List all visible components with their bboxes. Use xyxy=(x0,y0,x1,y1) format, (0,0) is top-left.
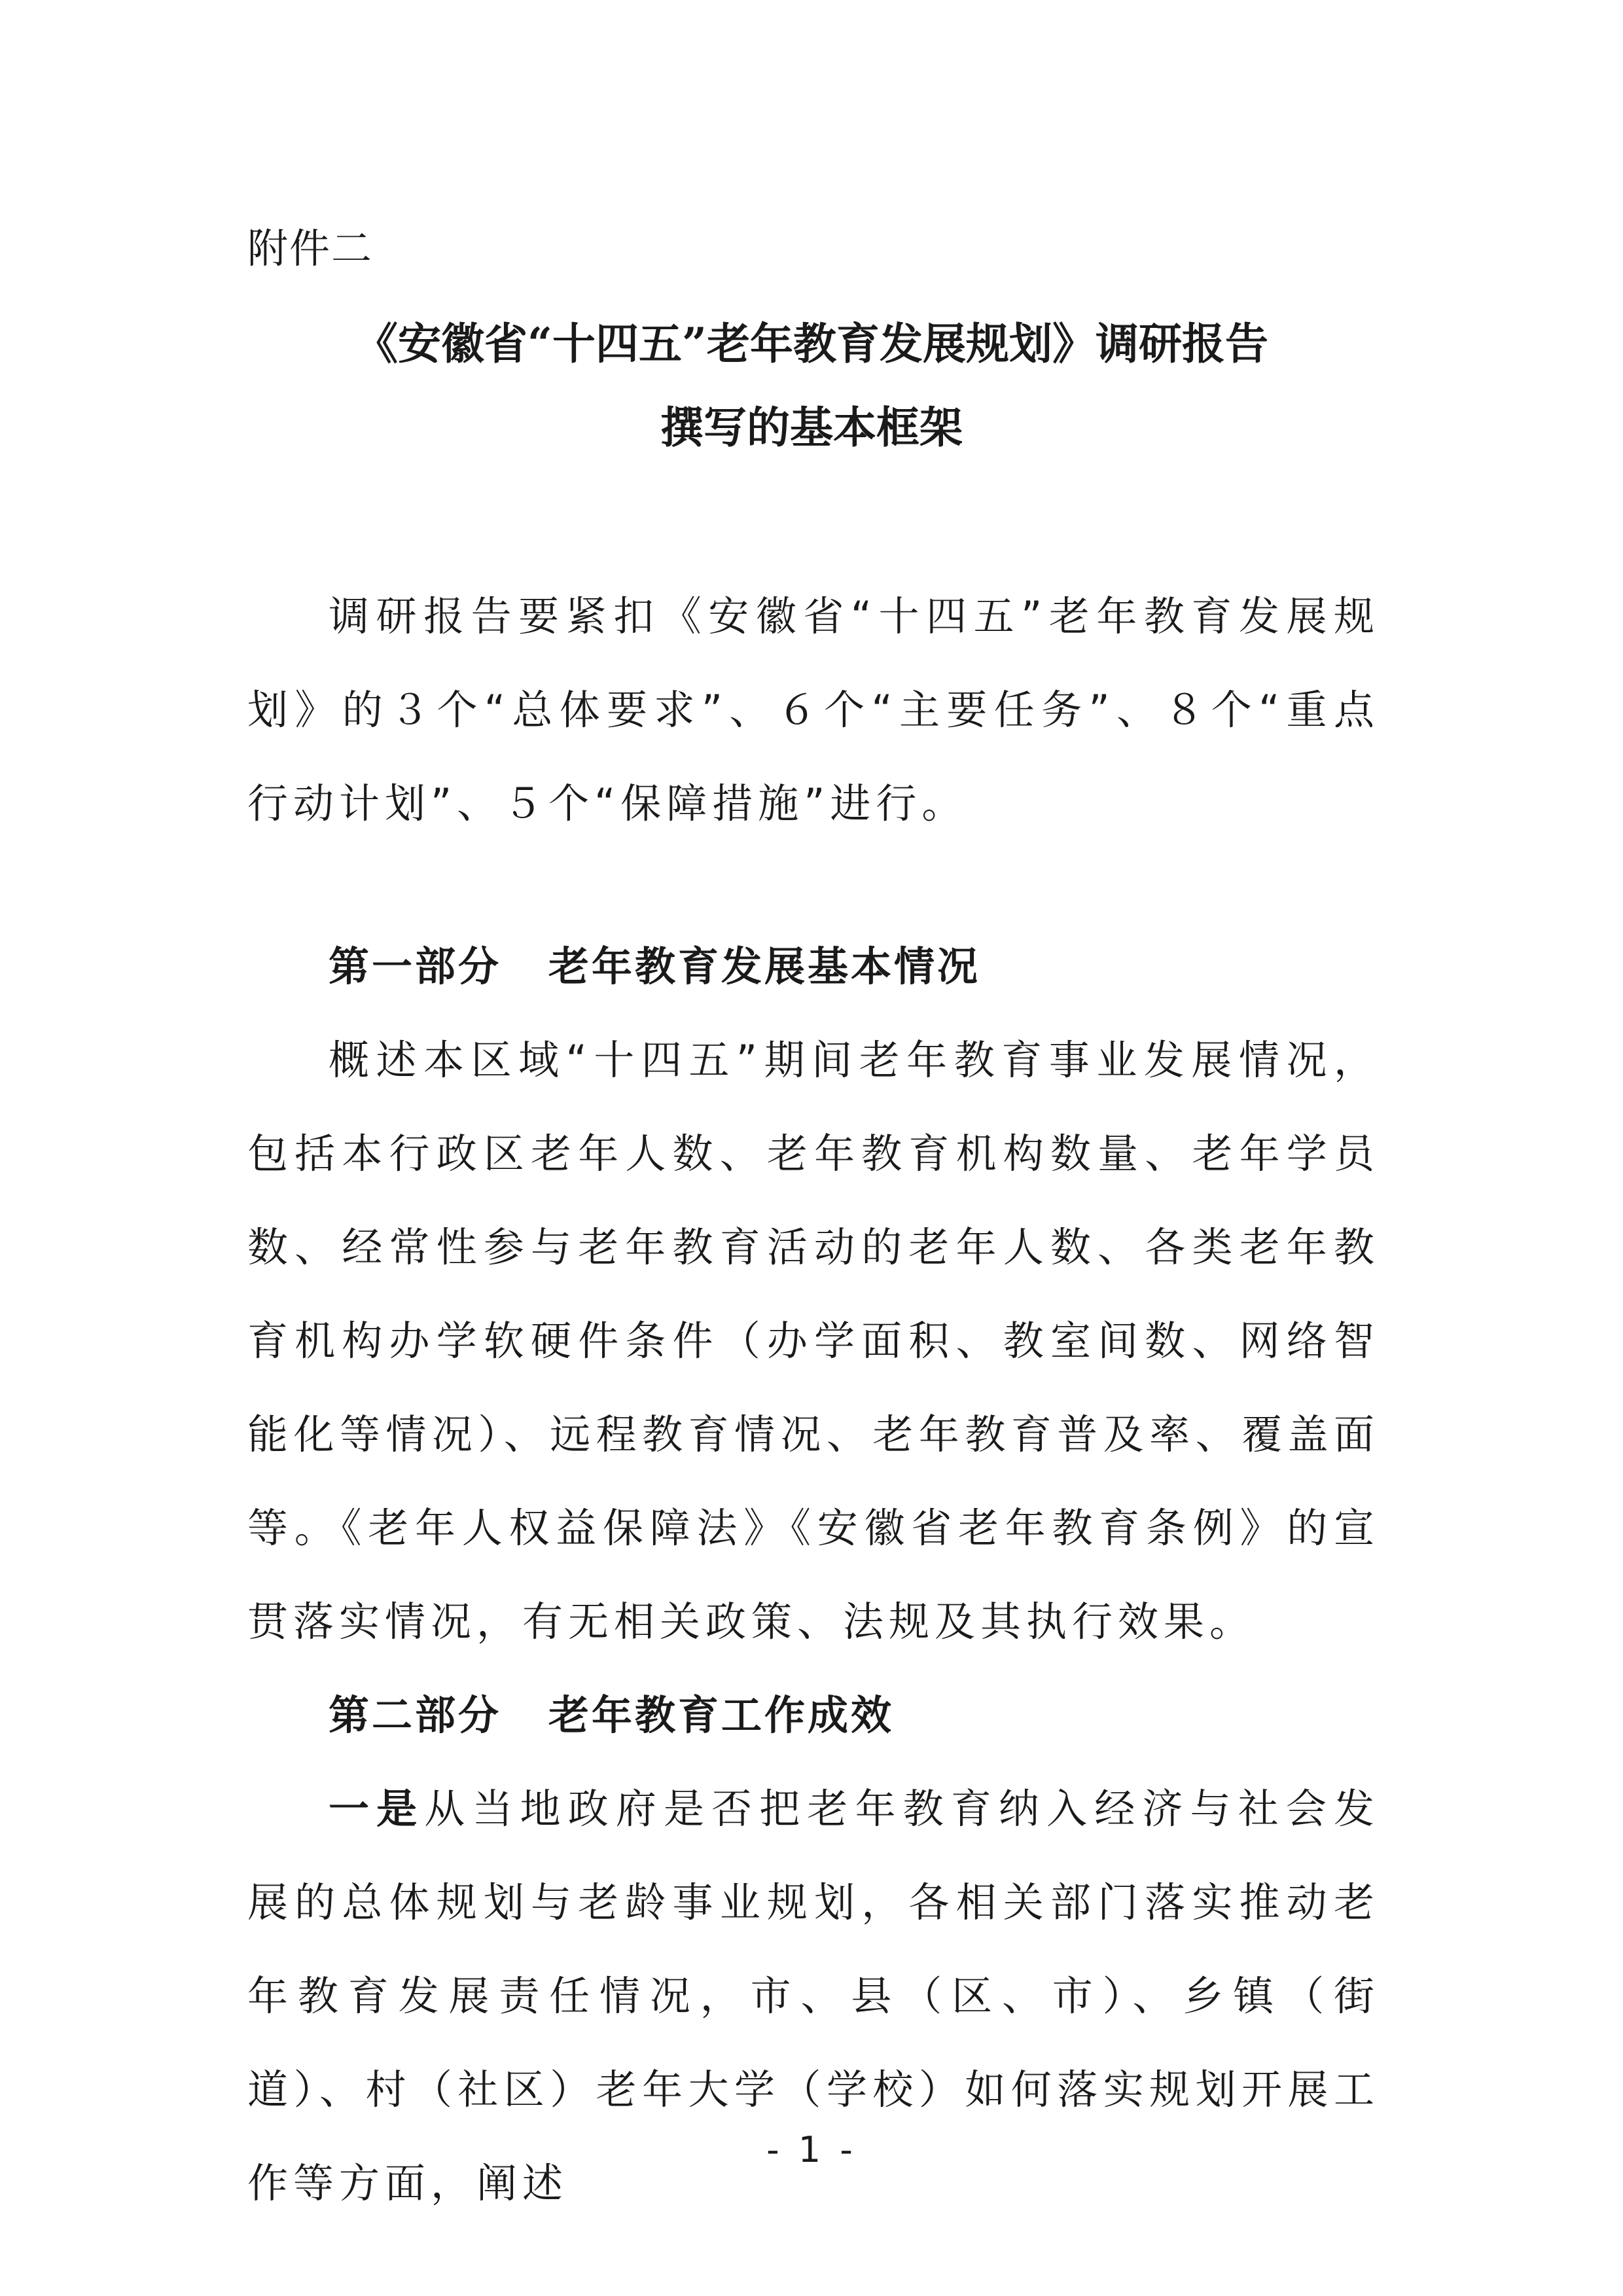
part1-paragraph: 概述本区域“十四五”期间老年教育事业发展情况，包括本行政区老年人数、老年教育机构数量、老年学员数、经常性参与老年教育活动的老年人数、各类老年教育机构办学软硬件条件（办学面积、教室间数、网络智能化等情况）、远程教育情况、老年教育普及率、覆盖面等。《老年人权益保障法》《安徽省老年教育条例》的宣贯落实情况，有无相关政策、法规及其执行效果。 xyxy=(247,1036,1380,1645)
part2-title: 老年教育工作成效 xyxy=(548,1691,895,1739)
part1-label: 第一部分 xyxy=(329,942,502,990)
part2-body: 从当地政府是否把老年教育纳入经济与社会发展的总体规划与老龄事业规划，各相关部门落实推动老年教育发展责任情况，市、县（区、市）、乡镇（街道）、村（社区）老年大学（学校）如何落实规划开展工作等方面，阐述 xyxy=(247,1785,1380,2207)
document-title-line-2: 撰写的基本框架 xyxy=(660,402,963,453)
annex-label: 附件二 xyxy=(247,224,374,272)
body-section xyxy=(247,920,1380,2230)
page-number: - 1 - xyxy=(766,2129,857,2170)
intro-section xyxy=(247,569,1380,850)
part2-heading xyxy=(247,1668,1380,1762)
part2-label: 第二部分 xyxy=(329,1691,502,1739)
part1-heading xyxy=(247,920,1380,1013)
part2-lead: 一是 xyxy=(329,1785,425,1833)
part1-title: 老年教育发展基本情况 xyxy=(548,942,981,990)
document-title-line-1: 《安徽省“十四五”老年教育发展规划》调研报告 xyxy=(355,318,1268,369)
intro-paragraph: 调研报告要紧扣《安徽省“十四五”老年教育发展规划》的３个“总体要求”、６个“主要任务”、８个“重点行动计划”、５个“保障措施”进行。 xyxy=(247,592,1380,827)
